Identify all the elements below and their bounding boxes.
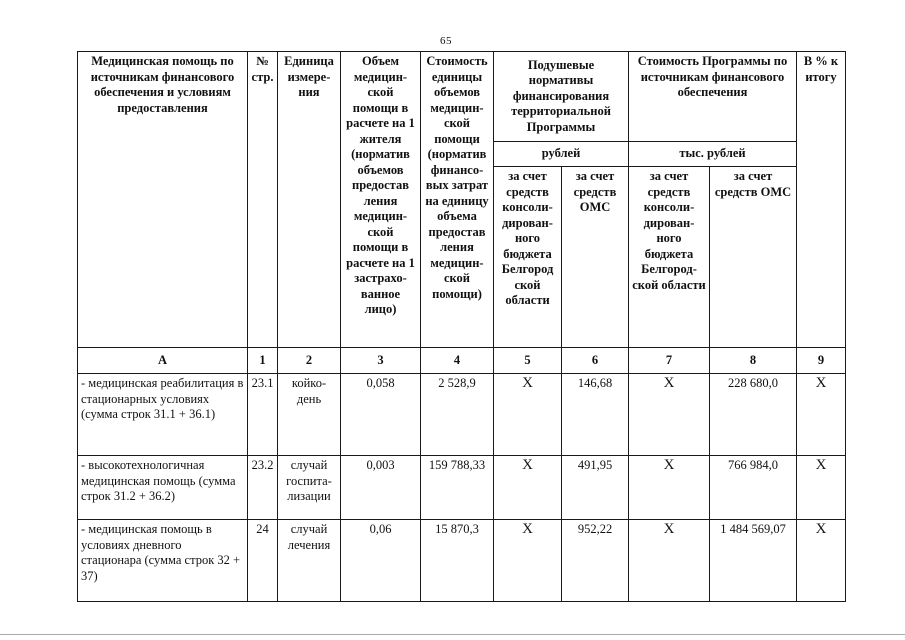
row-col-7: Х <box>629 520 710 602</box>
header-col-9: В % к итогу <box>797 52 846 348</box>
index-cell: 1 <box>248 348 278 374</box>
row-volume: 0,06 <box>341 520 421 602</box>
index-cell: 6 <box>562 348 629 374</box>
row-col-9: Х <box>797 456 846 520</box>
row-volume: 0,058 <box>341 374 421 456</box>
budget-table <box>77 51 846 602</box>
header-unit-thous-rub: тыс. рублей <box>629 142 797 167</box>
row-col-8: 766 984,0 <box>710 456 797 520</box>
row-line-number: 23.1 <box>248 374 278 456</box>
header-col-4: Стоимость единицы объемов медицин-ской помощи (норматив финансо-вых затрат на единицу объема предостав ления медицин-ской помощи) <box>421 52 494 348</box>
header-col-8: за счет средств ОМС <box>710 167 797 348</box>
index-cell: 9 <box>797 348 846 374</box>
row-col-8: 1 484 569,07 <box>710 520 797 602</box>
row-volume: 0,003 <box>341 456 421 520</box>
header-col-3: Объем медицин-ской помощи в расчете на 1 жителя (норматив объемов предостав ления медицин-ской помощи в расчете на 1 застрахо-ванное лицо) <box>341 52 421 348</box>
row-unit: случай лечения <box>278 520 341 602</box>
header-col-7: за счет средств консоли-дирован-ного бюджета Белгород-ской области <box>629 167 710 348</box>
header-unit-rub: рублей <box>494 142 629 167</box>
header-col-2: Единица измере-ния <box>278 52 341 348</box>
index-cell: 2 <box>278 348 341 374</box>
row-col-6: 491,95 <box>562 456 629 520</box>
header-col-a: Медицинская помощь по источникам финансового обеспечения и условиям предоставления <box>78 52 248 348</box>
header-col-6: за счет средств ОМС <box>562 167 629 348</box>
row-col-6: 952,22 <box>562 520 629 602</box>
row-col-5: Х <box>494 456 562 520</box>
row-col-5: Х <box>494 520 562 602</box>
header-col-5: за счет средств консоли-дирован-ного бюджета Белгород ской области <box>494 167 562 348</box>
table-row <box>78 520 846 602</box>
row-name: - высокотехнологичная медицинская помощь (сумма строк 31.2 + 36.2) <box>78 456 248 520</box>
header-group-program-cost: Стоимость Программы по источникам финансового обеспечения <box>629 52 797 142</box>
index-cell: А <box>78 348 248 374</box>
row-col-8: 228 680,0 <box>710 374 797 456</box>
row-col-6: 146,68 <box>562 374 629 456</box>
table-row <box>78 374 846 456</box>
row-unit: случай госпита-лизации <box>278 456 341 520</box>
index-cell: 8 <box>710 348 797 374</box>
table-row <box>78 456 846 520</box>
row-line-number: 23.2 <box>248 456 278 520</box>
page-number: 65 <box>440 35 452 47</box>
column-index-row <box>78 348 846 374</box>
row-col-9: Х <box>797 520 846 602</box>
index-cell: 5 <box>494 348 562 374</box>
header-col-1: № стр. <box>248 52 278 348</box>
row-col-7: Х <box>629 456 710 520</box>
row-cost: 2 528,9 <box>421 374 494 456</box>
index-cell: 3 <box>341 348 421 374</box>
index-cell: 7 <box>629 348 710 374</box>
row-col-7: Х <box>629 374 710 456</box>
row-name: - медицинская помощь в условиях дневного стационара (сумма строк 32 + 37) <box>78 520 248 602</box>
row-col-9: Х <box>797 374 846 456</box>
index-cell: 4 <box>421 348 494 374</box>
row-col-5: Х <box>494 374 562 456</box>
row-line-number: 24 <box>248 520 278 602</box>
row-name: - медицинская реабилитация в стационарных условиях (сумма строк 31.1 + 36.1) <box>78 374 248 456</box>
scan-edge-line <box>0 634 905 635</box>
row-unit: койко-день <box>278 374 341 456</box>
row-cost: 159 788,33 <box>421 456 494 520</box>
header-row-1 <box>78 52 846 142</box>
header-group-per-capita: Подушевые нормативы финансирования территориальной Программы <box>494 52 629 142</box>
row-cost: 15 870,3 <box>421 520 494 602</box>
